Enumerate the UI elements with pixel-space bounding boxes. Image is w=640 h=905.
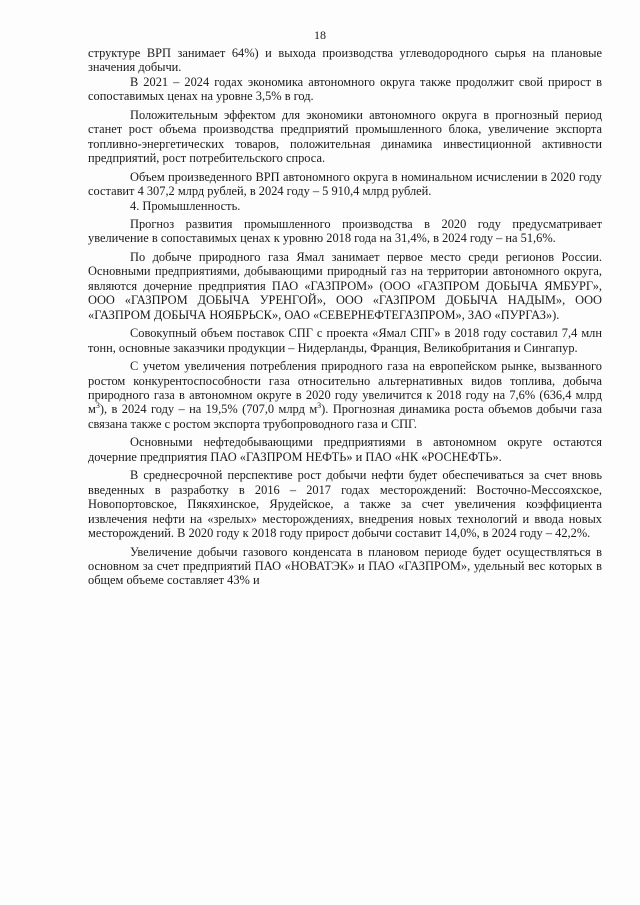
paragraph-condensate: Увеличение добычи газового конденсата в плановом периоде будет осуществляться в основном за счет предприятий ПАО «НОВАТЭК» и ПАО «ГАЗПРОМ», удельный вес которых в общем объеме составляет 43% и [88, 544, 602, 588]
paragraph-oil-production-forecast: В среднесрочной перспективе рост добычи нефти будет обеспечиваться за счет вновь введенных в разработку в 2016 – 2017 годах месторождений: Восточно-Мессояхское, Новопортовское, Пякяхинское, Ярудейское, а также за счет увеличения коэффициента извлечения нефти на «зрелых» месторождениях, внедрения новых технологий и ввода новых месторождений. В 2020 году к 2018 году прирост добычи составит 14,0%, в 2024 году – 42,2%. [88, 468, 602, 541]
paragraph-positive-effect: Положительным эффектом для экономики автономного округа в прогнозный период станет рост объема производства предприятий промышленного блока, увеличение экспорта топливно-энергетических товаров, положительная динамика инвестиционной активности предприятий, рост потребительского спроса. [88, 107, 602, 166]
gas-text-part-2: ), в 2024 году – на 19,5% (707,0 млрд м [99, 402, 318, 417]
section-heading-industry: 4. Промышленность. [130, 198, 241, 213]
gas-text-part-3: ). Прогнозная динамика роста объемов добычи газа связана также с ростом экспорта трубопроводного газа и СПГ. [88, 402, 602, 431]
paragraph-oil-producers: Основными нефтедобывающими предприятиями в автономном округе остаются дочерние предприятия ПАО «ГАЗПРОМ НЕФТЬ» и ПАО «НК «РОСНЕФТЬ». [88, 435, 602, 464]
page-number: 18 [314, 28, 326, 42]
paragraph-vrp-structure: структуре ВРП занимает 64%) и выхода производства углеводородного сырья на плановые значения добычи. [88, 46, 602, 75]
cubic-superscript-2: 3 [317, 401, 322, 411]
paragraph-vrp-volume: Объем произведенного ВРП автономного округа в номинальном исчислении в 2020 году составит 4 307,2 млрд рублей, в 2024 году – 5 910,4 млрд рублей. [88, 169, 602, 199]
paragraph-lng-supply: Совокупный объем поставок СПГ с проекта «Ямал СПГ» в 2018 году составил 7,4 млн тонн, основные заказчики продукции – Нидерланды, Франция, Великобритания и Сингапур. [88, 326, 602, 355]
document-body [88, 46, 602, 588]
gas-text-part-1: С учетом увеличения потребления природного газа на европейском рынке, вызванного ростом конкурентоспособности газа относительно альтернативных видов топлива, добыча природного газа в автономном округе в 2020 году увеличится к 2018 году на 7,6% (636,4 млрд м [88, 359, 602, 417]
paragraph-gas-production-forecast [88, 359, 602, 431]
paragraph-growth-2021-2024: В 2021 – 2024 годах экономика автономного округа также продолжит свой прирост в сопоставимых ценах на уровне 3,5% в год. [88, 74, 602, 104]
paragraph-gas-producers: По добыче природного газа Ямал занимает первое место среди регионов России. Основными предприятиями, добывающими природный газ на территории автономного округа, являются дочерние предприятия ПАО «ГАЗПРОМ» (ООО «ГАЗПРОМ ДОБЫЧА ЯМБУРГ», ООО «ГАЗПРОМ ДОБЫЧА УРЕНГОЙ», ООО «ГАЗПРОМ ДОБЫЧА НАДЫМ», ООО «ГАЗПРОМ ДОБЫЧА НОЯБРЬСК», ОАО «СЕВЕРНЕФТЕГАЗПРОМ», ЗАО «ПУРГАЗ»). [88, 249, 602, 322]
paragraph-industry-forecast: Прогноз развития промышленного производства в 2020 году предусматривает увеличение в сопоставимых ценах к уровню 2018 года на 31,4%, в 2024 году – на 51,6%. [88, 216, 602, 246]
cubic-superscript-1: 3 [95, 401, 100, 411]
